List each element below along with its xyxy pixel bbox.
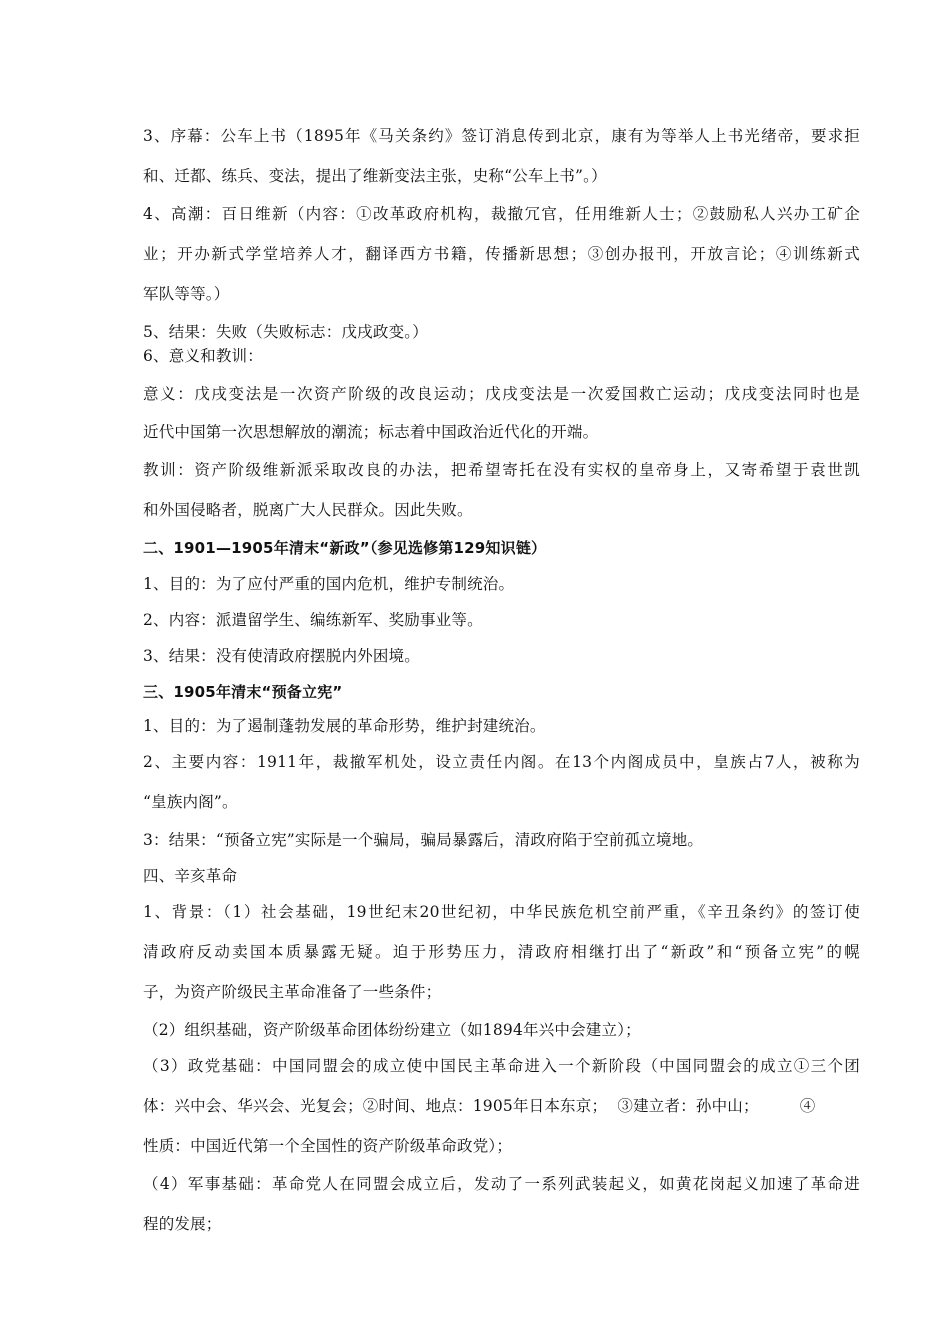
text-line: 清政府反动卖国本质暴露无疑。迫于形势压力，清政府相继打出了“新政”和“预备立宪”的幌 bbox=[143, 943, 860, 961]
text-line: （3）政党基础：中国同盟会的成立使中国民主革命进入一个新阶段（中国同盟会的成立①三个团 bbox=[143, 1057, 860, 1075]
text-line: 程的发展； bbox=[143, 1215, 222, 1233]
text-line: 和、迁都、练兵、变法，提出了维新变法主张，史称“公车上书”。） bbox=[143, 167, 607, 185]
text-line: 3：结果：“预备立宪”实际是一个骗局，骗局暴露后，清政府陷于空前孤立境地。 bbox=[143, 831, 704, 849]
text-line: （4）军事基础：革命党人在同盟会成立后，发动了一系列武装起义，如黄花岗起义加速了革命进 bbox=[143, 1175, 860, 1193]
text-line: 3、结果：没有使清政府摆脱内外困境。 bbox=[143, 647, 420, 665]
section-heading: 四、辛亥革命 bbox=[143, 867, 238, 885]
text-line: 军队等等。） bbox=[143, 285, 230, 303]
text-line: 2、内容：派遣留学生、编练新军、奖励事业等。 bbox=[143, 611, 483, 629]
text-line: 3、序幕：公车上书（1895年《马关条约》签订消息传到北京，康有为等举人上书光绪帝，要求拒 bbox=[143, 127, 860, 145]
text-line: 6、意义和教训： bbox=[143, 347, 263, 365]
text-line: 1、目的：为了遏制蓬勃发展的革命形势，维护封建统治。 bbox=[143, 717, 546, 735]
section-heading: 三、1905年清末“预备立宪” bbox=[143, 683, 343, 701]
text-line: 1、目的：为了应付严重的国内危机，维护专制统治。 bbox=[143, 575, 515, 593]
text-line: 体：兴中会、华兴会、光复会；②时间、地点：1905年日本东京； ③建立者：孙中山； ④ bbox=[143, 1097, 816, 1115]
text-line: 意义：戊戌变法是一次资产阶级的改良运动；戊戌变法是一次爱国救亡运动；戊戌变法同时也是 bbox=[143, 385, 860, 403]
text-line: 子，为资产阶级民主革命准备了一些条件； bbox=[143, 983, 442, 1001]
text-line: 4、高潮：百日维新（内容：①改革政府机构，裁撤冗官，任用维新人士；②鼓励私人兴办工矿企 bbox=[143, 205, 860, 223]
text-line: 教训：资产阶级维新派采取改良的办法，把希望寄托在没有实权的皇帝身上，又寄希望于袁世凯 bbox=[143, 461, 860, 479]
text-line: 业；开办新式学堂培养人才，翻译西方书籍，传播新思想；③创办报刊，开放言论；④训练新式 bbox=[143, 245, 860, 263]
text-line: 性质：中国近代第一个全国性的资产阶级革命政党）； bbox=[143, 1137, 513, 1155]
text-line: 5、结果：失败（失败标志：戊戌政变。） bbox=[143, 323, 428, 341]
section-heading: 二、1901—1905年清末“新政”（参见选修第129知识链） bbox=[143, 539, 547, 557]
text-line: 2、主要内容：1911年，裁撤军机处，设立责任内阁。在13个内阁成员中，皇族占7人，被称为 bbox=[143, 753, 860, 771]
text-line: “皇族内阁”。 bbox=[143, 793, 238, 811]
text-line: 1、背景：（1）社会基础，19世纪末20世纪初，中华民族危机空前严重，《辛丑条约》的签订使 bbox=[143, 903, 860, 921]
text-line: 近代中国第一次思想解放的潮流；标志着中国政治近代化的开端。 bbox=[143, 423, 599, 441]
text-line: 和外国侵略者，脱离广大人民群众。因此失败。 bbox=[143, 501, 473, 519]
text-line: （2）组织基础，资产阶级革命团体纷纷建立（如1894年兴中会建立）； bbox=[143, 1021, 641, 1039]
